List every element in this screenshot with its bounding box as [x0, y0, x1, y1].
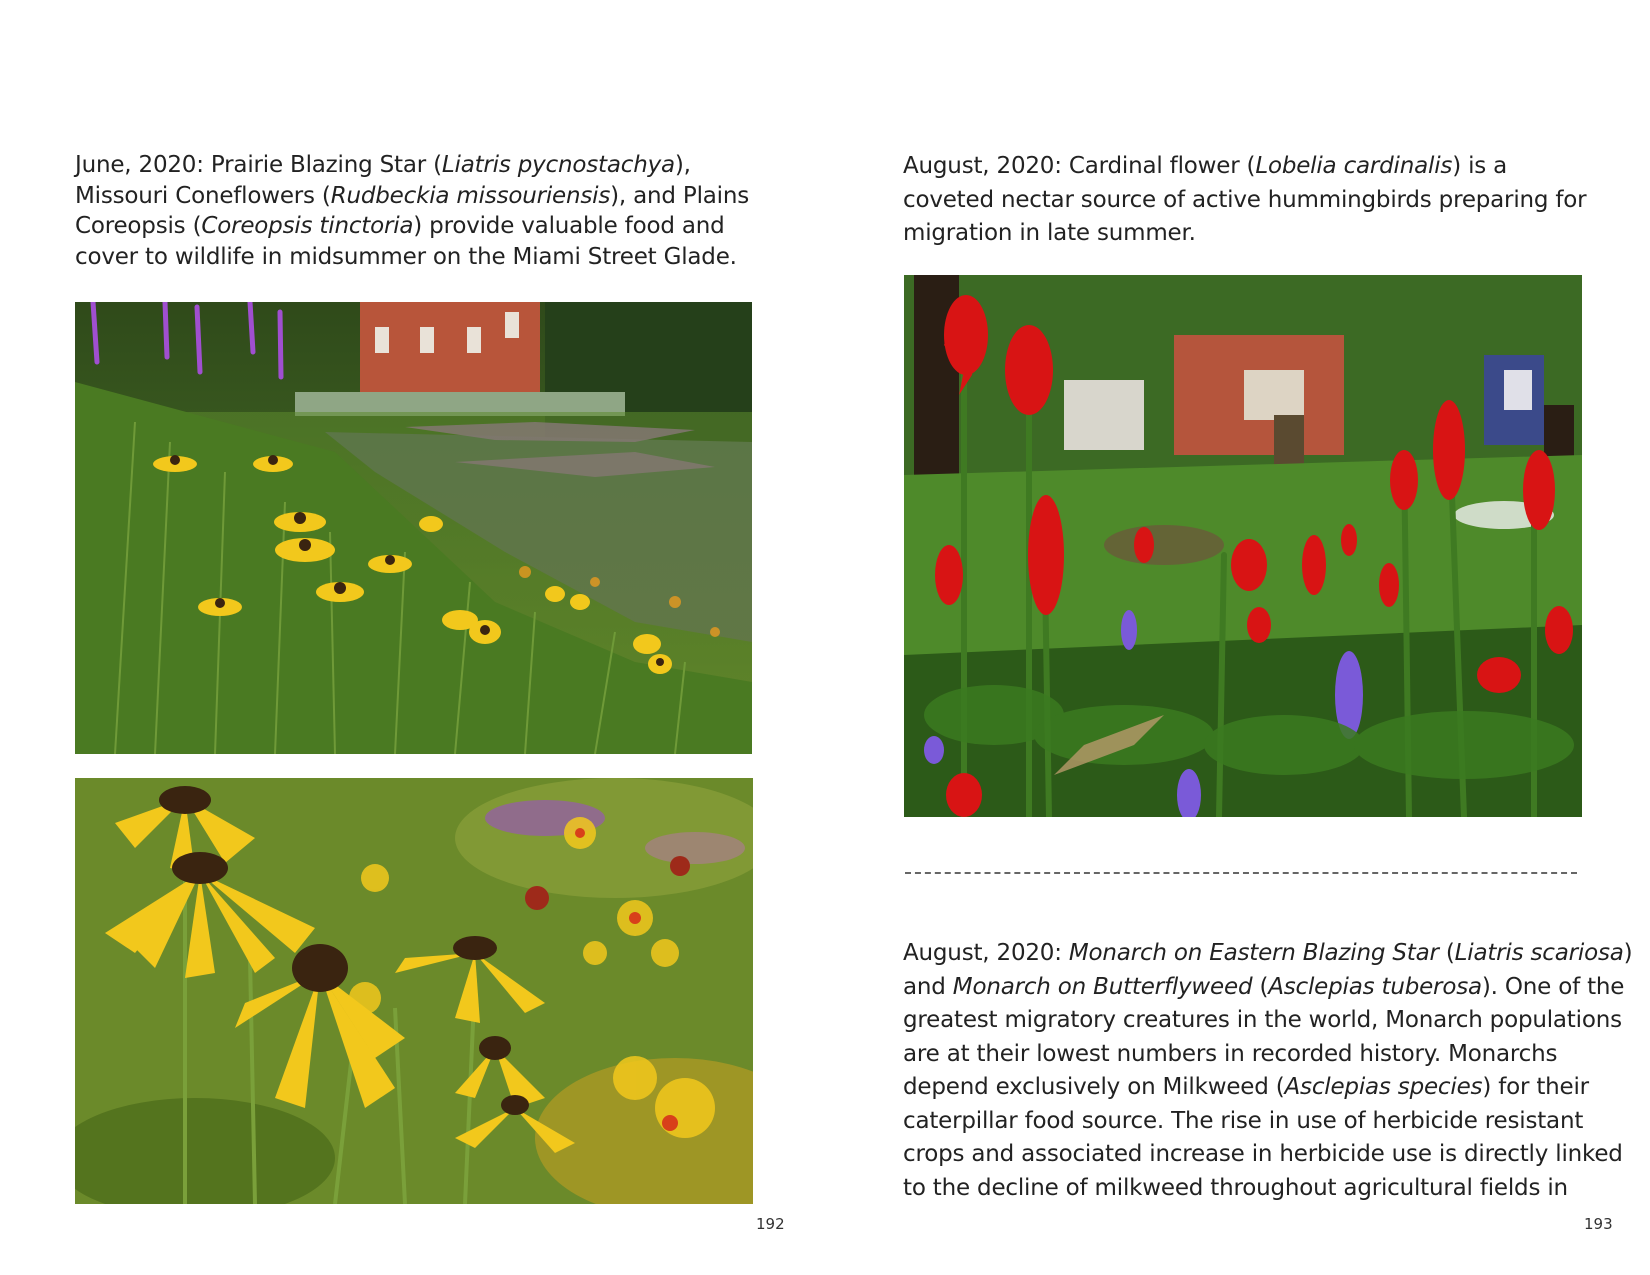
caption-text: ), [674, 152, 691, 178]
caption-text: Coreopsis ( [75, 213, 202, 239]
dashed-separator [905, 872, 1577, 874]
caption-line [903, 217, 1593, 251]
cardinal-photo-graphic [904, 275, 1582, 817]
italic-text: Monarch on Butterflyweed [952, 973, 1253, 1000]
caption-text: are at their lowest numbers in recorded history. Monarchs [903, 1040, 1558, 1067]
caption-line [903, 1105, 1593, 1139]
page-number-right: 193 [1584, 1215, 1613, 1233]
caption-line [903, 1172, 1593, 1206]
page-number-left: 192 [756, 1215, 785, 1233]
caption-text: and [903, 973, 953, 1000]
glade-photo-graphic [75, 302, 752, 754]
italic-text: Lobelia cardinalis [1255, 153, 1453, 179]
caption-line [903, 1138, 1623, 1172]
caption-line [903, 1071, 1593, 1105]
caption-text: ) for their [1482, 1074, 1589, 1100]
caption-text: to the decline of milkweed throughout agricultural fields in [903, 1174, 1568, 1201]
glade-wildflowers-photo [75, 302, 752, 754]
caption-text: Missouri Coneflowers ( [75, 182, 331, 209]
caption-line [903, 1038, 1593, 1072]
coneflowers-closeup-photo [75, 778, 753, 1204]
italic-text: Liatris scariosa [1454, 940, 1624, 966]
right-page-bottom-caption [903, 937, 1633, 1205]
italic-text: Rudbeckia missouriensis [330, 182, 611, 209]
caption-text: ) provide valuable food and [413, 213, 725, 239]
caption-text: ) [1623, 940, 1633, 966]
italic-text: Monarch on Eastern Blazing Star [1068, 940, 1439, 966]
italic-text: Asclepias tuberosa [1268, 973, 1482, 1000]
caption-text: ). One of the [1481, 973, 1625, 1000]
caption-text: migration in late summer. [903, 220, 1196, 246]
coneflowers-photo-graphic [75, 778, 753, 1204]
italic-text: Coreopsis tinctoria [201, 213, 414, 239]
right-page-top-caption [903, 150, 1593, 251]
caption-text: crops and associated increase in herbicide use is directly linked [903, 1141, 1623, 1167]
cardinal-flower-photo [904, 275, 1582, 817]
caption-line [75, 181, 765, 212]
caption-line [903, 1004, 1622, 1038]
caption-text: ) is a [1452, 153, 1508, 179]
caption-line [75, 150, 765, 181]
left-page-caption [75, 150, 765, 272]
caption-text: depend exclusively on Milkweed ( [903, 1074, 1285, 1100]
caption-text: caterpillar food source. The rise in use of herbicide resistant [903, 1107, 1584, 1134]
caption-text: ( [1252, 973, 1269, 1000]
caption-line [75, 242, 765, 273]
caption-line [903, 937, 1633, 971]
caption-text: June, 2020: Prairie Blazing Star ( [75, 152, 442, 178]
italic-text: Liatris pycnostachya [441, 152, 675, 178]
caption-text: ( [1438, 940, 1455, 966]
caption-line [75, 211, 765, 242]
caption-line [903, 971, 1625, 1005]
caption-line [903, 184, 1593, 218]
caption-text: August, 2020: [903, 940, 1069, 966]
caption-text: coveted nectar source of active hummingbirds preparing for [903, 186, 1587, 213]
caption-line [903, 150, 1593, 184]
caption-text: cover to wildlife in midsummer on the Miami Street Glade. [75, 243, 737, 270]
italic-text: Asclepias species [1284, 1074, 1483, 1100]
caption-text: August, 2020: Cardinal flower ( [903, 153, 1256, 179]
caption-text: greatest migratory creatures in the world, Monarch populations [903, 1007, 1622, 1033]
caption-text: ), and Plains [610, 182, 750, 209]
